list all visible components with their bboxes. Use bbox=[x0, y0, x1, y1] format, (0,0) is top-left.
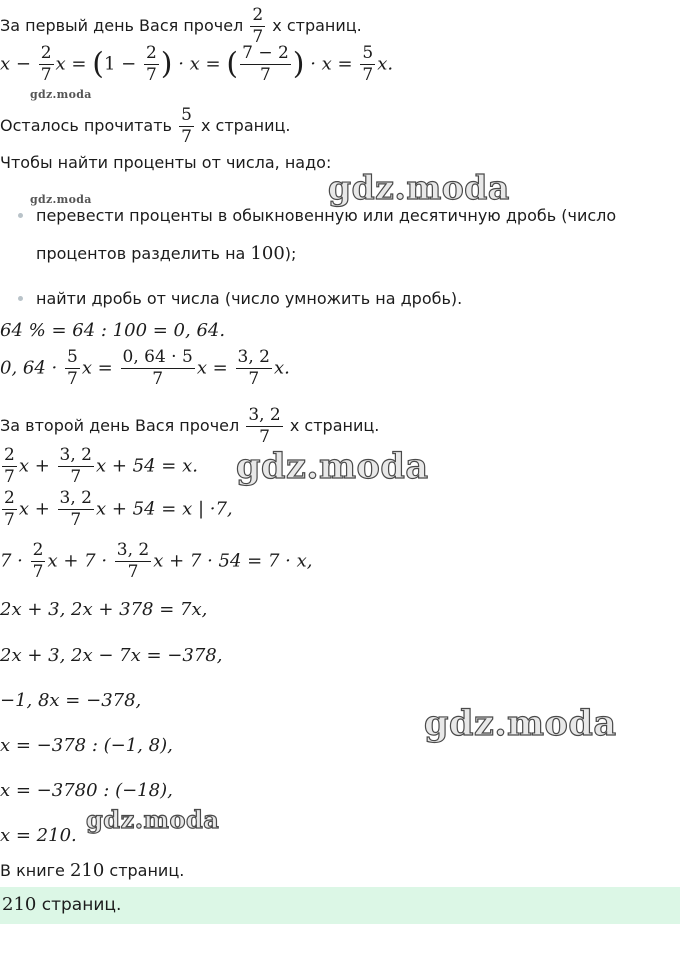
fraction bbox=[179, 106, 194, 147]
text: страниц. bbox=[109, 861, 185, 880]
paren-close: ) bbox=[160, 46, 173, 82]
fraction bbox=[31, 541, 46, 582]
equation-remaining bbox=[0, 44, 393, 85]
numerator: 3, 2 bbox=[59, 445, 92, 465]
bullet-item-1: перевести проценты в обыкновенную или десятичную дробь (число bbox=[36, 206, 617, 225]
line-conclusion bbox=[0, 860, 184, 882]
line-remaining bbox=[0, 106, 290, 147]
equation-step bbox=[0, 599, 207, 621]
text: За второй день Вася прочел bbox=[0, 416, 240, 435]
watermark-big: gdz.moda bbox=[328, 168, 510, 207]
denominator: 7 bbox=[152, 369, 164, 389]
answer-box bbox=[0, 887, 680, 924]
denominator: 7 bbox=[127, 562, 139, 582]
fraction bbox=[246, 406, 282, 447]
line-first-day bbox=[0, 6, 362, 47]
expr: · x = bbox=[178, 53, 221, 75]
expr: 0, 64 · bbox=[0, 357, 58, 379]
fraction bbox=[236, 348, 272, 389]
line-second-day bbox=[0, 406, 379, 447]
fraction bbox=[121, 348, 195, 389]
text: За первый день Вася прочел bbox=[0, 16, 244, 35]
fraction bbox=[250, 6, 265, 47]
numerator: 3, 2 bbox=[116, 540, 150, 560]
watermark-small: gdz.moda bbox=[30, 88, 92, 101]
numerator: 2 bbox=[4, 445, 15, 465]
fraction bbox=[360, 44, 375, 85]
answer-label: страниц. bbox=[41, 895, 122, 915]
denominator: 7 bbox=[260, 65, 271, 85]
denominator: 7 bbox=[259, 427, 270, 447]
denominator: 7 bbox=[4, 467, 15, 487]
denominator: 7 bbox=[40, 65, 52, 85]
text: процентов разделить на bbox=[36, 244, 246, 263]
numerator: 0, 64 · 5 bbox=[122, 347, 193, 367]
equation-total bbox=[0, 446, 198, 487]
fraction bbox=[240, 44, 291, 85]
numerator: 3, 2 bbox=[59, 488, 92, 508]
answer-number: 210 bbox=[2, 894, 37, 915]
expr: −1, 8x = −378, bbox=[0, 690, 142, 711]
expr: x + bbox=[18, 498, 50, 520]
paren-open: ( bbox=[226, 46, 239, 82]
bullet-dot bbox=[18, 213, 23, 218]
expr: x = −378 : (−1, 8), bbox=[0, 735, 173, 756]
text: Осталось прочитать bbox=[0, 116, 172, 135]
denominator: 7 bbox=[248, 369, 260, 389]
denominator: 7 bbox=[145, 65, 157, 85]
expr: x + 54 = x | ·7, bbox=[95, 498, 233, 520]
denominator: 7 bbox=[252, 27, 264, 47]
fraction bbox=[144, 44, 159, 85]
expr: x + 7 · bbox=[47, 550, 108, 572]
expr: · x = bbox=[310, 53, 353, 75]
expr: 2x + 3, 2x + 378 = 7x, bbox=[0, 599, 208, 620]
text: x страниц. bbox=[201, 116, 291, 135]
expr: x = −3780 : (−18), bbox=[0, 780, 173, 801]
expr: x = bbox=[81, 357, 113, 379]
equation-step bbox=[0, 645, 222, 667]
numerator: 5 bbox=[362, 43, 374, 63]
expr: 2x + 3, 2x − 7x = −378, bbox=[0, 645, 223, 666]
denominator: 7 bbox=[181, 127, 192, 147]
numerator: 3, 2 bbox=[237, 347, 270, 367]
denominator: 7 bbox=[4, 510, 15, 530]
watermark-small: gdz.moda bbox=[30, 193, 92, 206]
equation-step bbox=[0, 690, 141, 712]
numerator: 3, 2 bbox=[248, 405, 281, 425]
bullet-item-2: найти дробь от числа (число умножить на дробь). bbox=[36, 289, 463, 308]
fraction bbox=[65, 348, 80, 389]
expr: x. bbox=[377, 53, 394, 75]
numerator: 5 bbox=[66, 347, 78, 367]
denominator: 7 bbox=[70, 510, 82, 530]
watermark-big: gdz.moda bbox=[424, 703, 617, 744]
text: x страниц. bbox=[272, 16, 362, 35]
denominator: 7 bbox=[70, 467, 82, 487]
numerator: 2 bbox=[4, 488, 15, 508]
numerator: 2 bbox=[145, 43, 157, 63]
equation-multiply bbox=[0, 489, 233, 530]
number: 210 bbox=[69, 860, 105, 881]
expr: x + 54 = x. bbox=[95, 455, 198, 477]
expr: 1 − bbox=[103, 53, 137, 75]
equation-step bbox=[0, 780, 173, 802]
watermark-big: gdz.moda bbox=[86, 805, 220, 834]
fraction bbox=[115, 541, 151, 582]
text: ); bbox=[284, 244, 297, 263]
expr: x − bbox=[0, 53, 31, 75]
numerator: 2 bbox=[40, 43, 52, 63]
watermark-big: gdz.moda bbox=[236, 446, 429, 487]
fraction bbox=[58, 446, 94, 487]
expr: x. bbox=[273, 357, 290, 379]
denominator: 7 bbox=[362, 65, 374, 85]
denominator: 7 bbox=[32, 562, 44, 582]
numerator: 2 bbox=[252, 5, 264, 25]
bullet-item-1-continued bbox=[36, 243, 296, 265]
bullet-dot bbox=[18, 296, 23, 301]
numerator: 7 − 2 bbox=[242, 43, 289, 63]
equation-expanded bbox=[0, 541, 312, 582]
line-percent-rule: Чтобы найти проценты от числа, надо: bbox=[0, 153, 332, 172]
number: 100 bbox=[250, 243, 285, 264]
text: x страниц. bbox=[289, 416, 380, 435]
paren-open: ( bbox=[92, 46, 104, 82]
expr: 7 · bbox=[0, 550, 23, 572]
answer-text bbox=[2, 895, 121, 915]
equation-result bbox=[0, 825, 77, 847]
numerator: 2 bbox=[32, 540, 44, 560]
fraction bbox=[58, 489, 94, 530]
equation-step bbox=[0, 735, 173, 757]
expr: x + 7 · 54 = 7 · x, bbox=[153, 550, 313, 572]
expr: 64 % = 64 : 100 = 0, 64. bbox=[0, 320, 226, 341]
expr: x = bbox=[55, 53, 87, 75]
fraction bbox=[2, 446, 17, 487]
expr: x + bbox=[18, 455, 50, 477]
equation-second-day bbox=[0, 348, 290, 389]
numerator: 5 bbox=[181, 105, 192, 125]
fraction bbox=[2, 489, 17, 530]
fraction bbox=[39, 44, 54, 85]
expr: x = bbox=[196, 357, 228, 379]
denominator: 7 bbox=[66, 369, 78, 389]
expr: x = 210. bbox=[0, 825, 77, 846]
paren-close: ) bbox=[292, 46, 305, 82]
equation-percent bbox=[0, 320, 225, 342]
text: В книге bbox=[0, 861, 65, 880]
